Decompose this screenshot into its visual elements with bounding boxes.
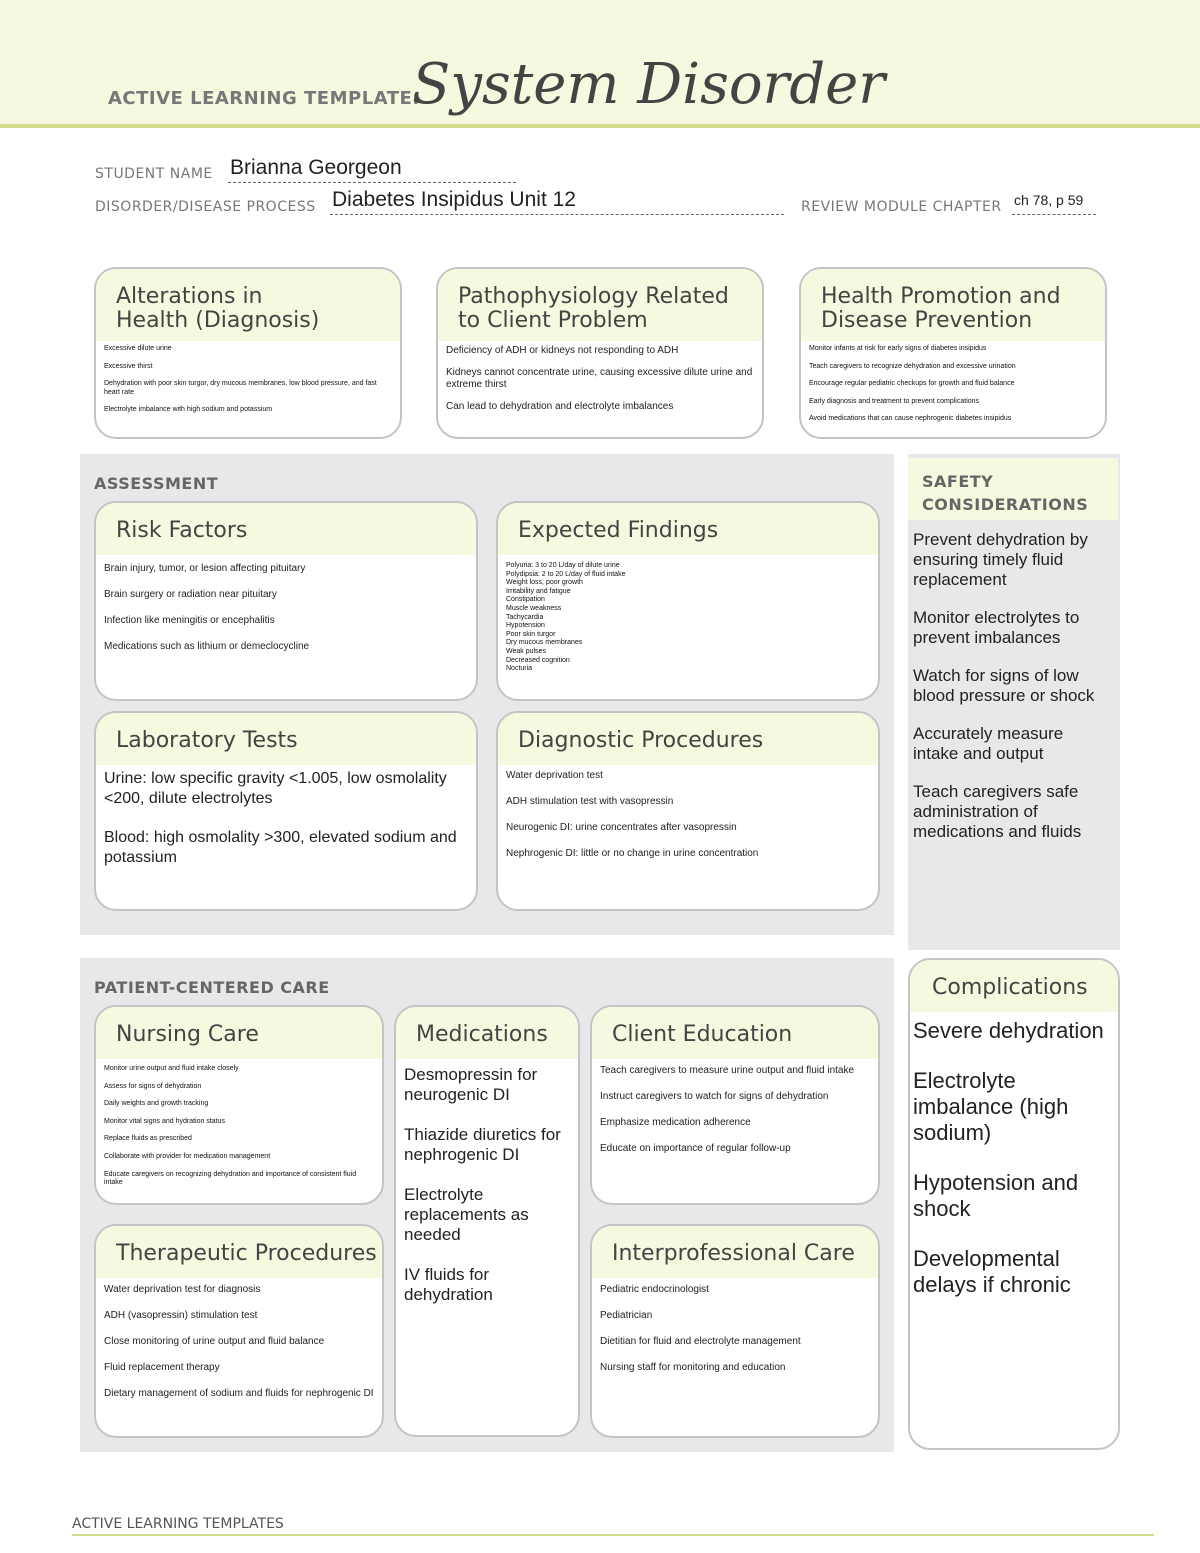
list-item: Urine: low specific gravity <1.005, low osmolality <200, dilute electrolytes [104, 770, 447, 807]
list-item: Monitor vital signs and hydration status [104, 1117, 226, 1125]
list-item: Nocturia [506, 665, 533, 673]
list-item: Kidneys cannot concentrate urine, causing excessive dilute urine and extreme thirst [446, 367, 753, 390]
laboratory-tests-list [96, 765, 476, 868]
list-item: Infection like meningitis or encephalitis [104, 615, 275, 626]
list-item: Nursing staff for monitoring and education [600, 1362, 786, 1373]
list-item: Dietary management of sodium and fluids for nephrogenic DI [104, 1388, 374, 1399]
list-item: Emphasize medication adherence [600, 1117, 751, 1128]
list-item: Medications such as lithium or demeclocycline [104, 641, 310, 652]
pathophysiology-list [438, 341, 762, 413]
list-item: Pediatrician [600, 1310, 653, 1321]
list-item: Fluid replacement therapy [104, 1362, 220, 1373]
list-item: Hypotension [506, 622, 545, 630]
list-item: Deficiency of ADH or kidneys not responding to ADH [446, 345, 679, 356]
complications-box [908, 958, 1120, 1450]
list-item: ADH stimulation test with vasopressin [506, 796, 674, 807]
expected-findings-title: Expected Findings [498, 503, 878, 555]
list-item: Weak pulses [506, 647, 546, 655]
list-item: Monitor urine output and fluid intake closely [104, 1065, 239, 1072]
list-item: Electrolyte imbalance with high sodium and potassium [104, 406, 273, 414]
list-item: Blood: high osmolality >300, elevated sodium and potassium [104, 829, 457, 866]
list-item: Electrolyte replacements as needed [404, 1185, 529, 1244]
list-item: Tachycardia [506, 613, 544, 621]
list-item: Close monitoring of urine output and fluid balance [104, 1336, 325, 1347]
list-item: Irritability and fatigue [506, 587, 571, 595]
risk-factors-title: Risk Factors [96, 503, 476, 555]
disorder-label: DISORDER/DISEASE PROCESS [95, 199, 316, 215]
complications-title: Complications [910, 960, 1118, 1012]
disorder-field[interactable]: Diabetes Insipidus Unit 12 [332, 188, 576, 211]
health-promotion-box [799, 267, 1107, 439]
pathophysiology-box [436, 267, 764, 439]
laboratory-tests-title: Laboratory Tests [96, 713, 476, 765]
list-item: Replace fluids as prescribed [104, 1135, 192, 1143]
list-item: Desmopressin for neurogenic DI [404, 1065, 538, 1104]
list-item: Teach caregivers to measure urine output and fluid intake [600, 1065, 855, 1076]
list-item: Teach caregivers to recognize dehydration and excessive urination [809, 362, 1016, 370]
safety-title: SAFETY CONSIDERATIONS [908, 458, 1118, 520]
list-item: Can lead to dehydration and electrolyte imbalances [446, 401, 674, 412]
nursing-care-list [96, 1059, 382, 1188]
list-item: Daily weights and growth tracking [104, 1100, 209, 1108]
interprofessional-care-box [590, 1224, 880, 1438]
footer-text: ACTIVE LEARNING TEMPLATES [72, 1516, 284, 1532]
student-name-label: STUDENT NAME [95, 166, 213, 182]
page-title: System Disorder [412, 52, 886, 117]
list-item: Constipation [506, 596, 545, 604]
list-item: Instruct caregivers to watch for signs of dehydration [600, 1091, 829, 1102]
list-item: ADH (vasopressin) stimulation test [104, 1310, 258, 1321]
list-item: Pediatric endocrinologist [600, 1284, 709, 1295]
list-item: Monitor infants at risk for early signs of diabetes insipidus [809, 345, 987, 352]
list-item: Assess for signs of dehydration [104, 1082, 202, 1090]
client-education-box [590, 1005, 880, 1205]
list-item: IV fluids for dehydration [404, 1265, 493, 1304]
health-promotion-list [801, 341, 1105, 425]
list-item: Educate on importance of regular follow-up [600, 1143, 791, 1154]
expected-findings-list [498, 555, 878, 674]
pathophysiology-title: Pathophysiology Related to Client Problem [438, 269, 762, 341]
diagnostic-procedures-box [496, 711, 880, 911]
risk-factors-list [96, 555, 476, 653]
student-name-field[interactable]: Brianna Georgeon [230, 156, 402, 179]
chapter-line [1012, 214, 1096, 215]
assessment-label: ASSESSMENT [94, 474, 219, 493]
list-item: Hypotension and shock [913, 1170, 1079, 1221]
list-item: Weight loss, poor growth [506, 579, 583, 587]
list-item: Excessive thirst [104, 362, 153, 370]
nursing-care-title: Nursing Care [96, 1007, 382, 1059]
list-item: Brain injury, tumor, or lesion affecting pituitary [104, 563, 306, 574]
list-item: Dry mucous membranes [506, 639, 583, 647]
list-item: Educate caregivers on recognizing dehydration and importance of consistent fluid intake [104, 1170, 357, 1187]
alterations-title: Alterations in Health (Diagnosis) [96, 269, 400, 341]
list-item: Severe dehydration [913, 1018, 1104, 1043]
client-education-list [592, 1059, 878, 1155]
list-item: Water deprivation test for diagnosis [104, 1284, 261, 1295]
interprofessional-care-list [592, 1278, 878, 1374]
list-item: Nephrogenic DI: little or no change in urine concentration [506, 848, 759, 859]
list-item: Dietitian for fluid and electrolyte management [600, 1336, 801, 1347]
footer-divider [72, 1534, 1154, 1536]
medications-title: Medications [396, 1007, 578, 1059]
template-label: ACTIVE LEARNING TEMPLATE: [108, 88, 420, 109]
medications-list [396, 1059, 578, 1305]
nursing-care-box [94, 1005, 384, 1205]
expected-findings-box [496, 501, 880, 701]
list-item: Collaborate with provider for medication management [104, 1152, 271, 1160]
list-item: Brain surgery or radiation near pituitary [104, 589, 277, 600]
health-promotion-title: Health Promotion and Disease Prevention [801, 269, 1105, 341]
list-item: Early diagnosis and treatment to prevent complications [809, 397, 980, 405]
alterations-box [94, 267, 402, 439]
list-item: Developmental delays if chronic [913, 1246, 1071, 1297]
complications-list [910, 1012, 1118, 1298]
list-item: Thiazide diuretics for nephrogenic DI [404, 1125, 561, 1164]
therapeutic-procedures-title: Therapeutic Procedures [96, 1226, 382, 1278]
medications-box [394, 1005, 580, 1437]
list-item: Polydipsia: 2 to 20 L/day of fluid intake [506, 570, 626, 578]
list-item: Accurately measure intake and output [913, 724, 1064, 763]
list-item: Teach caregivers safe administration of medications and fluids [913, 782, 1082, 841]
diagnostic-procedures-title: Diagnostic Procedures [498, 713, 878, 765]
disorder-line [330, 214, 784, 215]
diagnostic-procedures-list [498, 765, 878, 860]
patient-care-label: PATIENT-CENTERED CARE [94, 978, 330, 997]
list-item: Polyuria: 3 to 20 L/day of dilute urine [506, 562, 620, 569]
therapeutic-procedures-box [94, 1224, 384, 1438]
therapeutic-procedures-list [96, 1278, 382, 1400]
interprofessional-care-title: Interprofessional Care [592, 1226, 878, 1278]
safety-list [913, 530, 1113, 860]
list-item: Encourage regular pediatric checkups for growth and fluid balance [809, 380, 1015, 388]
student-name-line [228, 182, 516, 183]
chapter-field[interactable]: ch 78, p 59 [1014, 192, 1084, 208]
list-item: Muscle weakness [506, 604, 562, 612]
list-item: Poor skin turgor [506, 630, 556, 638]
laboratory-tests-box [94, 711, 478, 911]
chapter-label: REVIEW MODULE CHAPTER [801, 199, 1002, 215]
risk-factors-box [94, 501, 478, 701]
list-item: Water deprivation test [506, 770, 603, 781]
list-item: Watch for signs of low blood pressure or shock [913, 666, 1095, 705]
list-item: Prevent dehydration by ensuring timely fluid replacement [913, 530, 1088, 589]
list-item: Decreased cognition [506, 656, 570, 664]
list-item: Neurogenic DI: urine concentrates after vasopressin [506, 822, 737, 833]
alterations-list [96, 341, 400, 415]
list-item: Avoid medications that can cause nephrogenic diabetes insipidus [809, 415, 1012, 423]
list-item: Dehydration with poor skin turgor, dry mucous membranes, low blood pressure, and fast heart rate [104, 380, 377, 396]
list-item: Monitor electrolytes to prevent imbalances [913, 608, 1080, 647]
list-item: Excessive dilute urine [104, 345, 172, 352]
client-education-title: Client Education [592, 1007, 878, 1059]
list-item: Electrolyte imbalance (high sodium) [913, 1068, 1069, 1145]
